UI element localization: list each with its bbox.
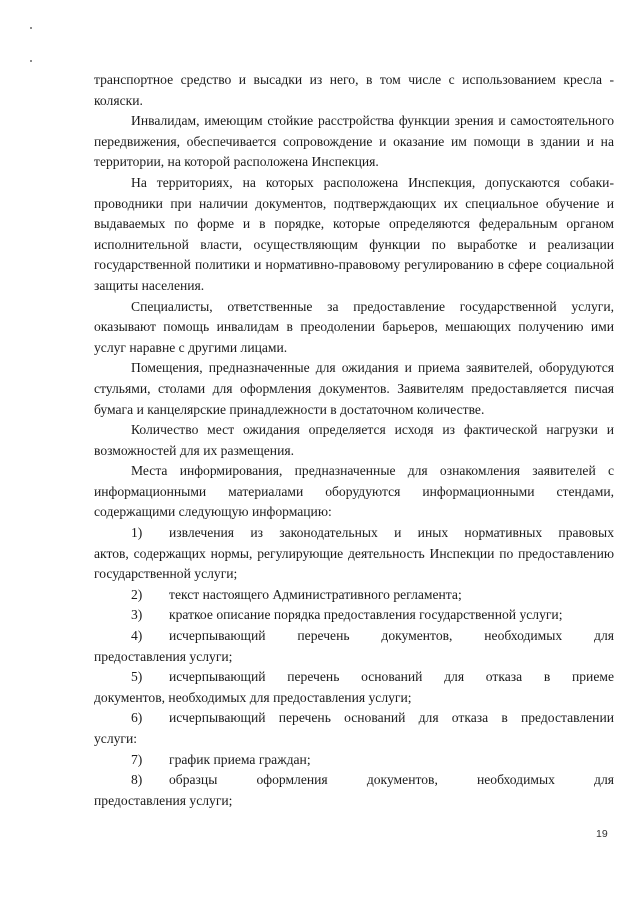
paragraph: Инвалидам, имеющим стойкие расстройства функции зрения и самостоятельного передвижения, обеспечивается сопровождение и оказание им помощи в здании и на территории, на которой расположена Инспекция. — [94, 113, 614, 170]
list-text: исчерпывающий перечень документов, необходимых для — [169, 628, 614, 644]
paragraph: транспортное средство и высадки из него, в том числе с использованием кресла - коляски. — [94, 72, 614, 108]
list-item — [94, 585, 614, 606]
list-number: 5) — [131, 669, 143, 685]
list-number: 1) — [131, 525, 143, 541]
list-item-continuation: документов, необходимых для предоставления услуги; — [94, 689, 412, 705]
paragraph: Помещения, предназначенные для ожидания и приема заявителей, оборудуются стульями, столами для оформления документов. Заявителям предоставляется писчая бумага и канцелярские принадлежности в достаточном количестве. — [94, 360, 614, 417]
list-item — [94, 605, 614, 626]
list-number: 2) — [131, 586, 143, 602]
paragraph: На территориях, на которых расположена Инспекция, допускаются собаки-проводники при наличии документов, подтверждающих их специальное обучение и выдаваемых по форме и в порядке, которые определяются федеральным органом исполнительной власти, осуществляющим функции по выработке и реализации государственной политики и нормативно-правовому регулированию в сфере социальной защиты населения. — [94, 174, 614, 293]
scan-speck — [30, 60, 32, 62]
list-text: исчерпывающий перечень оснований для отказа в предоставлении — [169, 710, 614, 726]
paragraph: Места информирования, предназначенные для ознакомления заявителей с информационными материалами оборудуются информационными стендами, содержащими следующую информацию: — [94, 463, 614, 520]
list-number: 4) — [131, 628, 143, 644]
list-item — [94, 626, 614, 647]
body-text — [94, 70, 614, 811]
list-number: 8) — [131, 772, 143, 788]
paragraph: Специалисты, ответственные за предоставление государственной услуги, оказывают помощь инвалидам в преодолении барьеров, мешающих получению ими услуг наравне с другими лицами. — [94, 298, 614, 355]
list-text: текст настоящего Административного регламента; — [169, 586, 462, 602]
list-item-continuation: актов, содержащих нормы, регулирующие деятельность Инспекции по предоставлению государственной услуги; — [94, 545, 614, 582]
list-number: 7) — [131, 751, 143, 767]
list-number: 3) — [131, 607, 143, 623]
page-number: 19 — [596, 828, 608, 840]
list-text: краткое описание порядка предоставления государственной услуги; — [169, 607, 563, 623]
list-text: график приема граждан; — [169, 751, 311, 767]
list-item-continuation: услуги: — [94, 731, 138, 746]
list-text: извлечения из законодательных и иных нормативных правовых — [169, 525, 614, 541]
list-item — [94, 523, 614, 544]
list-item-continuation: предоставления услуги; — [94, 792, 233, 808]
list-text: исчерпывающий перечень оснований для отказа в приеме — [169, 669, 614, 685]
list-item-continuation: предоставления услуги; — [94, 648, 233, 664]
paragraph: Количество мест ожидания определяется исходя из фактической нагрузки и возможностей для их размещения. — [94, 422, 614, 458]
list-item — [94, 708, 614, 729]
list-number: 6) — [131, 710, 143, 726]
list-item — [94, 667, 614, 688]
list-item — [94, 770, 614, 791]
list-text: образцы оформления документов, необходимых для — [169, 772, 614, 788]
scan-speck — [30, 27, 32, 29]
list-item — [94, 750, 614, 771]
